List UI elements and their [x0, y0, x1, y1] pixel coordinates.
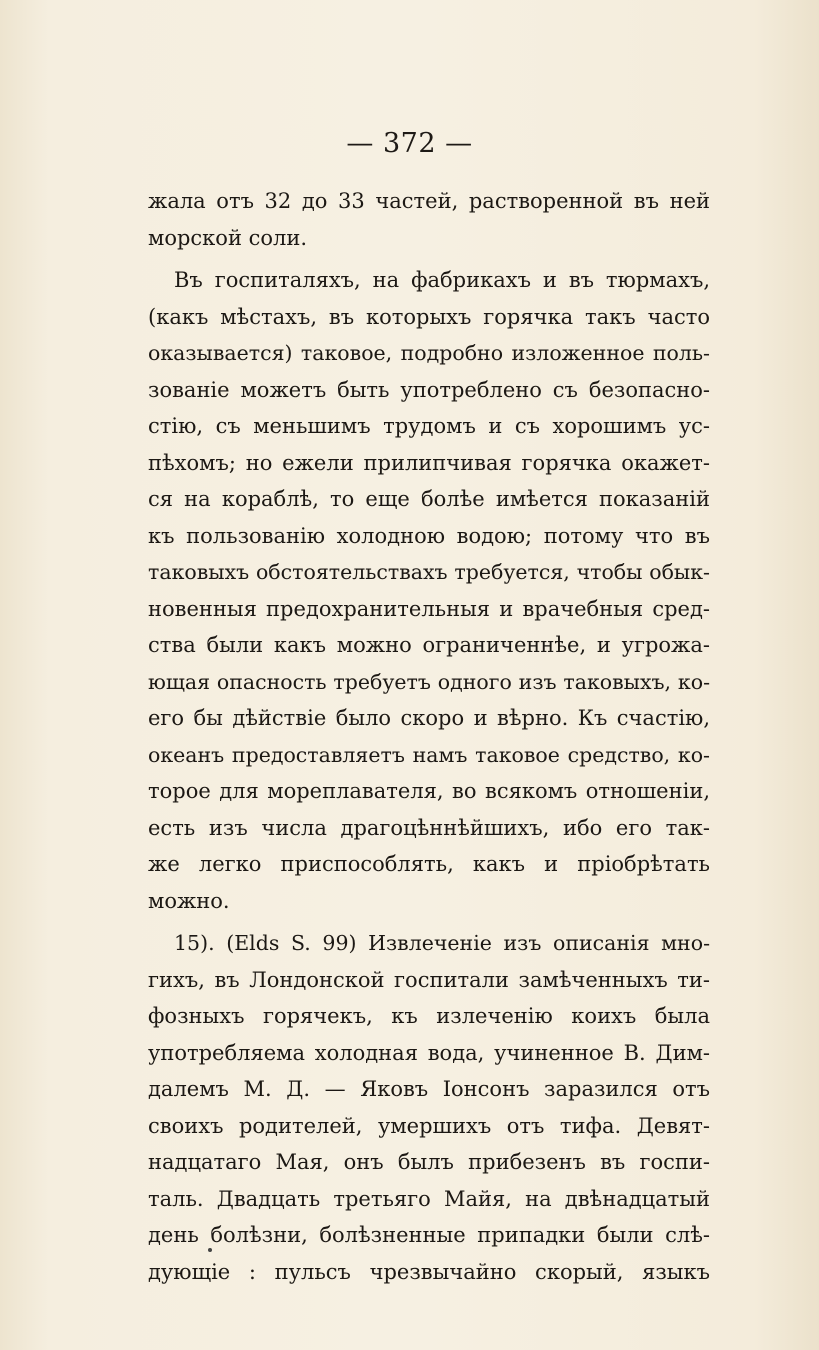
paper-speck [208, 1248, 212, 1252]
text-line: къ пользованію холодною водою; потому что въ [148, 523, 710, 548]
text-line: 15). (Elds S. 99) Извлеченіе изъ описанія мно- [174, 931, 710, 955]
text-line: его бы дѣйствіе было скоро и вѣрно. Къ счастію, [148, 706, 710, 730]
text-line: дующіе : пульсъ чрезвычайно скорый, языкъ [148, 1259, 710, 1284]
text-line: зованіе можетъ быть употреблено съ безопасно- [148, 377, 710, 402]
text-line: таковыхъ обстоятельствахъ требуется, чтобы обык- [148, 560, 710, 584]
text-line: употребляема холодная вода, учиненное В. Дим- [148, 1040, 710, 1065]
text-line: же легко приспособлять, какъ и пріобрѣтать [148, 852, 710, 876]
text-line: пѣхомъ; но ежели прилипчивая горячка окажет- [148, 450, 710, 475]
text-line: новенныя предохранительныя и врачебныя сред- [148, 596, 710, 621]
text-line: можно. [148, 888, 230, 913]
page-number: — 372 — [346, 128, 473, 159]
text-line: далемъ М. Д. — Яковъ Іонсонъ заразился отъ [148, 1077, 710, 1101]
text-line: день болѣзни, болѣзненные припадки были слѣ- [148, 1223, 710, 1247]
text-line: надцатаго Мая, онъ былъ прибезенъ въ госпи- [148, 1150, 710, 1174]
text-line: гихъ, въ Лондонской госпитали замѣченныхъ ти- [148, 967, 710, 992]
paragraph-continuation [148, 183, 710, 256]
text-line: (какъ мѣстахъ, въ которыхъ горячка такъ часто [148, 304, 710, 329]
text-line: оказывается) таковое, подробно изложенное поль- [148, 341, 710, 365]
text-line: торое для мореплавателя, во всякомъ отношеніи, [148, 779, 710, 803]
text-line: морской соли. [148, 225, 308, 250]
body-text [148, 183, 710, 1290]
text-line: ся на кораблѣ, то еще болѣе имѣется показаній [148, 487, 710, 511]
text-line: Въ госпиталяхъ, на фабрикахъ и въ тюрмахъ, [174, 268, 710, 292]
text-line: есть изъ числа драгоцѣннѣйшихъ, ибо его так- [148, 815, 710, 840]
text-line: таль. Двадцать третьяго Майя, на двѣнадцатый [148, 1186, 710, 1211]
text-line: фозныхъ горячекъ, къ излеченію коихъ была [148, 1004, 710, 1028]
text-line: своихъ родителей, умершихъ отъ тифа. Девят- [148, 1113, 710, 1138]
paragraph-hospitals [148, 262, 710, 919]
text-line: океанъ предоставляетъ намъ таковое средство, ко- [148, 742, 710, 767]
paragraph-case-15 [148, 925, 710, 1290]
text-line: жала отъ 32 до 33 частей, растворенной въ ней [148, 189, 710, 213]
text-line: ства были какъ можно ограниченнѣе, и угрожа- [148, 633, 710, 657]
text-line: ющая опасность требуетъ одного изъ таковыхъ, ко- [148, 669, 710, 694]
text-line: стію, съ меньшимъ трудомъ и съ хорошимъ ус- [148, 414, 710, 438]
